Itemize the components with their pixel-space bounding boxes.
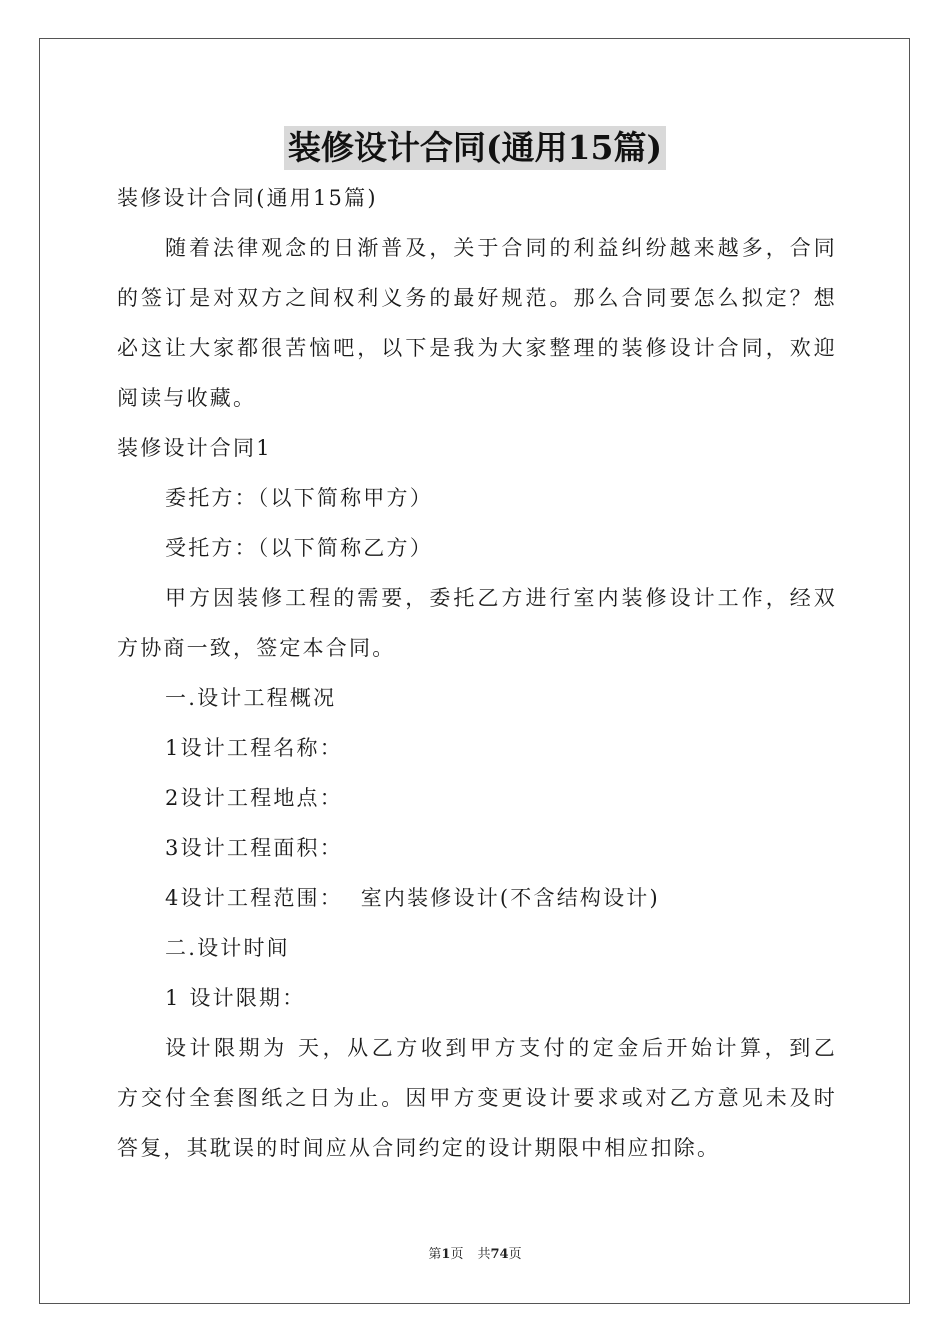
paragraph-line: 必这让大家都很苦恼吧，以下是我为大家整理的装修设计合同，欢迎 [117, 336, 837, 360]
paragraph-line: 阅读与收藏。 [117, 386, 257, 410]
clause-heading: 二.设计时间 [165, 936, 290, 960]
paragraph-line: 答复，其耽误的时间应从合同约定的设计期限中相应扣除。 [117, 1136, 721, 1160]
total-page-count: 74 [490, 1247, 509, 1262]
paragraph-line: 设计限期为 天，从乙方收到甲方支付的定金后开始计算，到乙 [165, 1036, 837, 1060]
paragraph-line: 委托方：（以下简称甲方） [165, 486, 433, 510]
current-page-number: 1 [441, 1247, 451, 1262]
section-heading: 装修设计合同1 [117, 436, 272, 460]
clause-item: 1 设计限期： [165, 986, 306, 1010]
paragraph-line: 方协商一致，签定本合同。 [117, 636, 396, 660]
paragraph-line: 方交付全套图纸之日为止。因甲方变更设计要求或对乙方意见未及时 [117, 1086, 837, 1110]
clause-item: 2设计工程地点： [165, 786, 343, 810]
document-title: 装修设计合同(通用15篇) [284, 126, 666, 170]
page-prefix: 第 [428, 1247, 442, 1262]
page-footer [0, 1246, 950, 1264]
total-suffix: 页 [508, 1247, 522, 1262]
total-prefix: 共 [477, 1247, 491, 1262]
paragraph-line: 甲方因装修工程的需要，委托乙方进行室内装修设计工作，经双 [165, 586, 837, 610]
clause-item: 1设计工程名称： [165, 736, 343, 760]
clause-item: 4设计工程范围： 室内装修设计(不含结构设计) [165, 886, 660, 910]
title-area [0, 126, 950, 170]
paragraph-line: 随着法律观念的日渐普及，关于合同的利益纠纷越来越多，合同 [165, 236, 837, 260]
paragraph-line: 受托方：（以下简称乙方） [165, 536, 433, 560]
document-subtitle: 装修设计合同(通用15篇) [117, 186, 378, 210]
page-suffix: 页 [450, 1247, 464, 1262]
paragraph-line: 的签订是对双方之间权利义务的最好规范。那么合同要怎么拟定？想 [117, 286, 837, 310]
clause-heading: 一.设计工程概况 [165, 686, 337, 710]
page-border [39, 38, 910, 1304]
clause-item: 3设计工程面积： [165, 836, 343, 860]
